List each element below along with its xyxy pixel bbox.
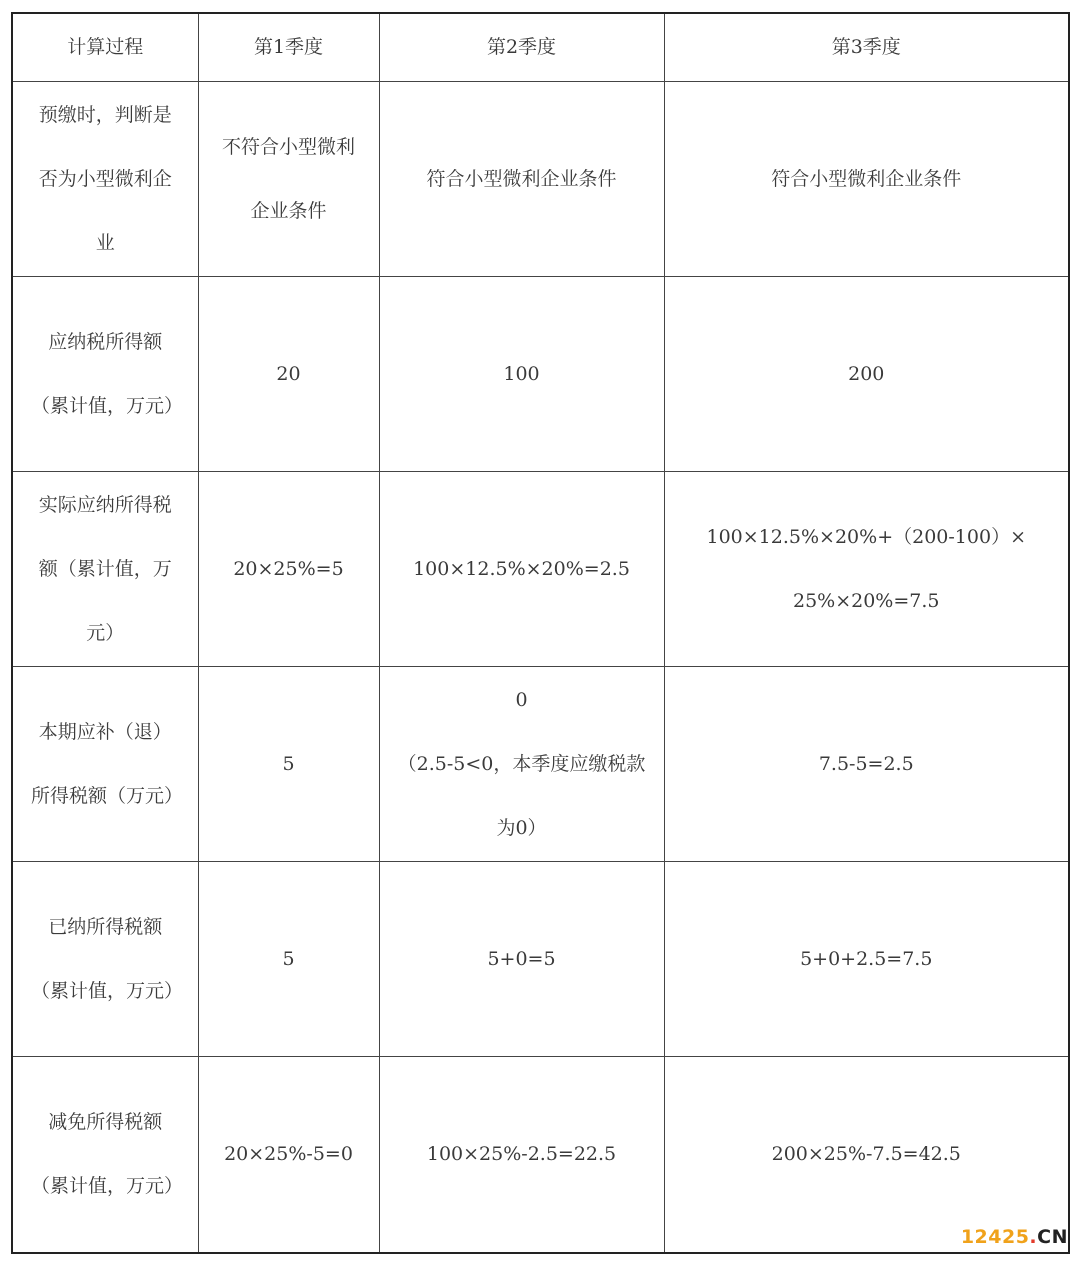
cell-q2: 符合小型微利企业条件 bbox=[379, 81, 664, 276]
cell-q3: 200 bbox=[664, 276, 1069, 471]
cell-q3: 200×25%-7.5=42.5 bbox=[664, 1056, 1069, 1253]
header-quarter-3: 第3季度 bbox=[664, 13, 1069, 81]
row-label: 已纳所得税额（累计值，万元） bbox=[12, 861, 198, 1056]
cell-q2: 100×25%-2.5=22.5 bbox=[379, 1056, 664, 1253]
cell-q1: 5 bbox=[198, 861, 379, 1056]
table-row bbox=[12, 81, 1069, 276]
cell-q1: 20 bbox=[198, 276, 379, 471]
table-row bbox=[12, 471, 1069, 666]
table-row bbox=[12, 861, 1069, 1056]
cell-q2: 5+0=5 bbox=[379, 861, 664, 1056]
table-row bbox=[12, 1056, 1069, 1253]
row-label: 减免所得税额（累计值，万元） bbox=[12, 1056, 198, 1253]
cell-q2: 100×12.5%×20%=2.5 bbox=[379, 471, 664, 666]
table-row bbox=[12, 666, 1069, 861]
header-calculation-process: 计算过程 bbox=[12, 13, 198, 81]
row-label: 实际应纳所得税额（累计值，万元） bbox=[12, 471, 198, 666]
cell-q2-value: 0 bbox=[515, 688, 528, 711]
header-quarter-1: 第1季度 bbox=[198, 13, 379, 81]
header-quarter-2: 第2季度 bbox=[379, 13, 664, 81]
cell-q1: 不符合小型微利企业条件 bbox=[198, 81, 379, 276]
cell-q2-note: （2.5-5<0，本季度应缴税款为0） bbox=[397, 752, 646, 839]
row-label: 预缴时，判断是否为小型微利企业 bbox=[12, 81, 198, 276]
tax-calculation-table bbox=[11, 12, 1070, 1254]
row-label: 本期应补（退）所得税额（万元） bbox=[12, 666, 198, 861]
table-row bbox=[12, 276, 1069, 471]
cell-q3: 100×12.5%×20%+（200-100）×25%×20%=7.5 bbox=[664, 471, 1069, 666]
cell-q3: 5+0+2.5=7.5 bbox=[664, 861, 1069, 1056]
table-header-row bbox=[12, 13, 1069, 81]
watermark-dot: . bbox=[1029, 1226, 1038, 1248]
watermark-number: 12425 bbox=[960, 1226, 1030, 1248]
cell-q3: 符合小型微利企业条件 bbox=[664, 81, 1069, 276]
cell-q2 bbox=[379, 666, 664, 861]
row-label: 应纳税所得额（累计值，万元） bbox=[12, 276, 198, 471]
site-watermark bbox=[961, 1226, 1068, 1248]
cell-q1: 20×25%-5=0 bbox=[198, 1056, 379, 1253]
cell-q1: 20×25%=5 bbox=[198, 471, 379, 666]
cell-q3: 7.5-5=2.5 bbox=[664, 666, 1069, 861]
watermark-suffix: CN bbox=[1037, 1226, 1068, 1248]
cell-q1: 5 bbox=[198, 666, 379, 861]
cell-q2: 100 bbox=[379, 276, 664, 471]
